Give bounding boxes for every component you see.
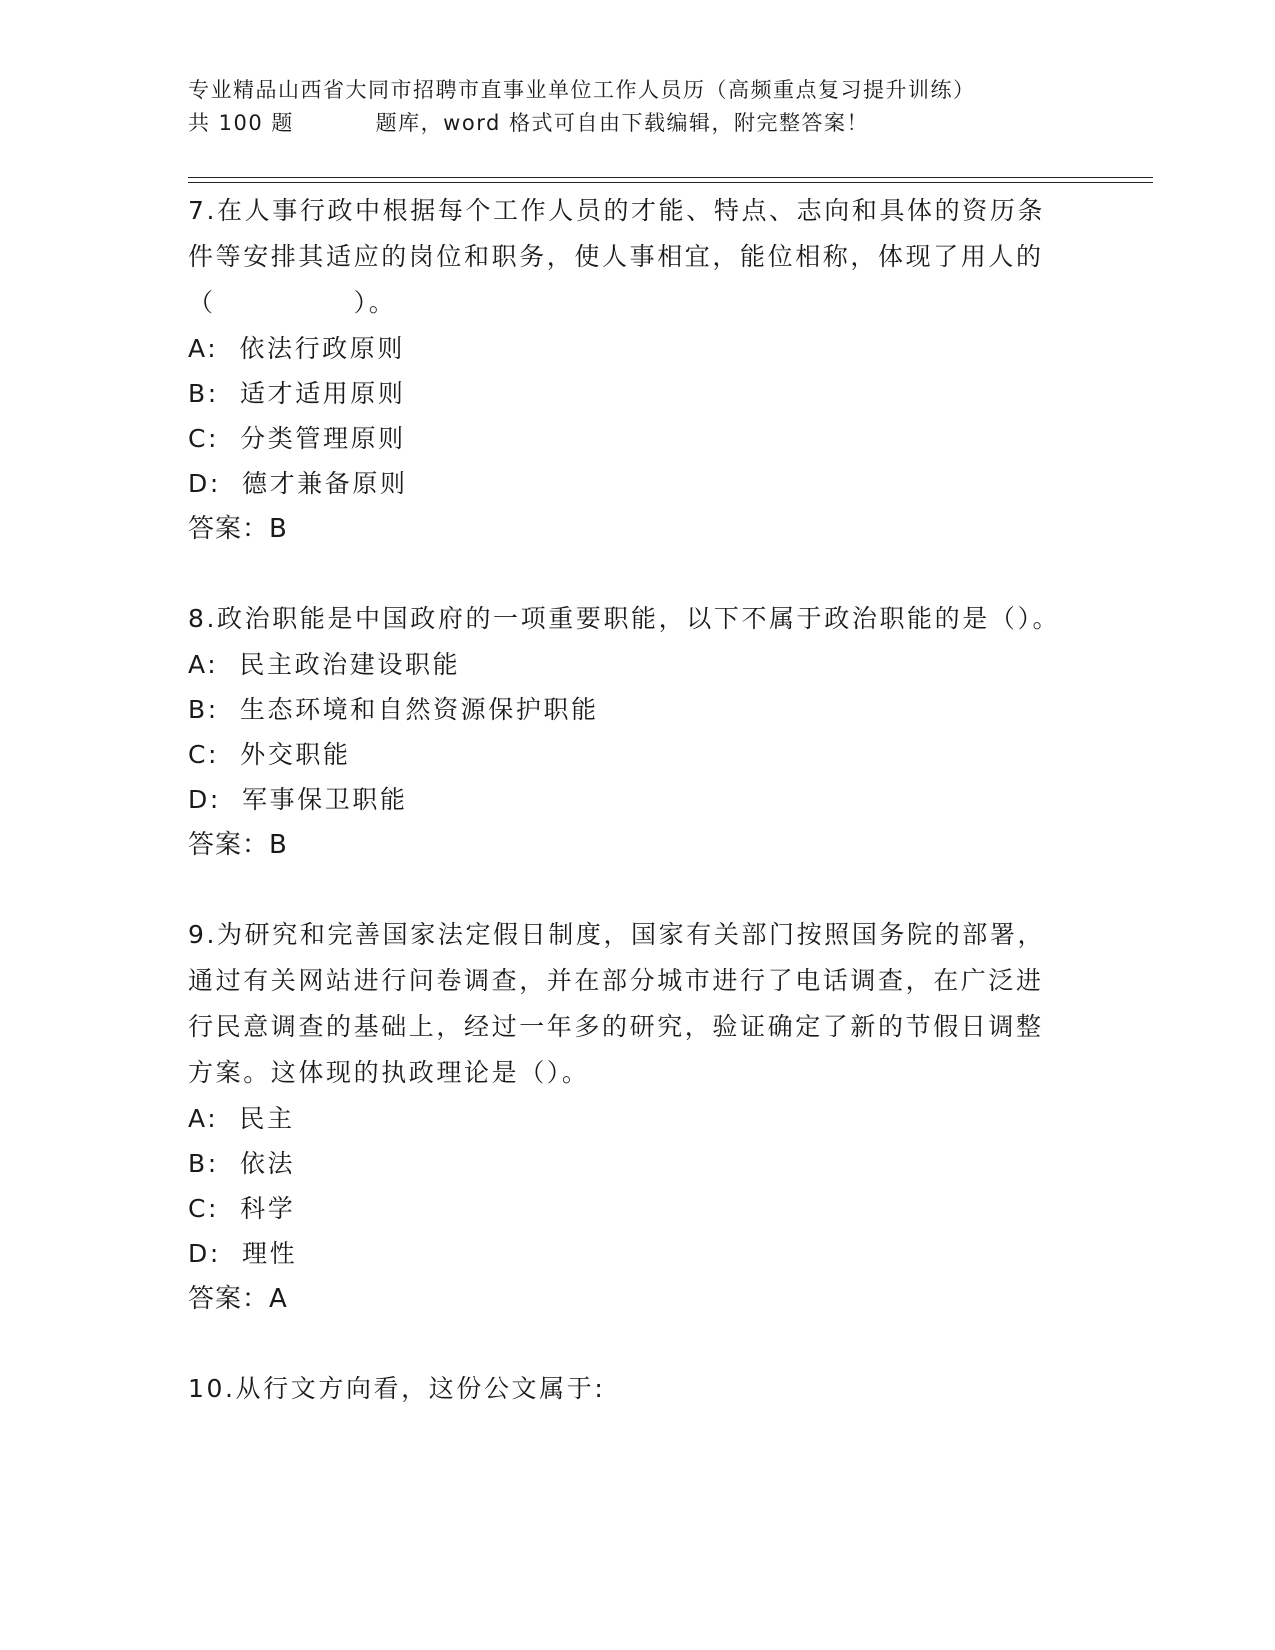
question-7 xyxy=(188,188,1068,552)
option-c: C: 分类管理原则 xyxy=(188,424,406,453)
option-b: B: 适才适用原则 xyxy=(188,379,406,408)
question-stem: 9.为研究和完善国家法定假日制度，国家有关部门按照国务院的部署，通过有关网站进行问卷调查，并在部分城市进行了电话调查，在广泛进行民意调查的基础上，经过一年多的研究，验证确定了新的节假日调整方案。这体现的执政理论是（）。 xyxy=(188,920,1046,1087)
question-spacer xyxy=(188,552,1068,596)
question-stem: 7.在人事行政中根据每个工作人员的才能、特点、志向和具体的资历条件等安排其适应的岗位和职务，使人事相宜，能位相称，体现了用人的（ ）。 xyxy=(188,196,1046,317)
question-stem: 8.政治职能是中国政府的一项重要职能，以下不属于政治职能的是（）。 xyxy=(188,604,1061,633)
question-10 xyxy=(188,1366,1068,1412)
option-d: D: 理性 xyxy=(188,1239,298,1268)
document-header xyxy=(188,74,1068,140)
option-d: D: 德才兼备原则 xyxy=(188,469,408,498)
option-b: B: 依法 xyxy=(188,1149,296,1178)
header-rule-bottom xyxy=(188,182,1153,183)
header-title-line: 专业精品山西省大同市招聘市直事业单位工作人员历（高频重点复习提升训练） xyxy=(188,78,976,102)
question-stem: 10.从行文方向看，这份公文属于: xyxy=(188,1374,606,1403)
option-a: A: 民主政治建设职能 xyxy=(188,650,461,679)
question-list xyxy=(188,188,1068,1412)
answer-label: 答案：B xyxy=(188,514,288,544)
option-b: B: 生态环境和自然资源保护职能 xyxy=(188,695,599,724)
option-c: C: 科学 xyxy=(188,1194,296,1223)
header-subtitle-line: 共 100 题 题库，word 格式可自由下载编辑，附完整答案！ xyxy=(188,111,869,135)
option-a: A: 依法行政原则 xyxy=(188,334,405,363)
question-8 xyxy=(188,596,1068,868)
answer-label: 答案：A xyxy=(188,1284,288,1314)
question-spacer xyxy=(188,1322,1068,1366)
header-rule-top xyxy=(188,177,1153,178)
question-spacer xyxy=(188,868,1068,912)
option-d: D: 军事保卫职能 xyxy=(188,785,408,814)
option-a: A: 民主 xyxy=(188,1104,295,1133)
answer-label: 答案：B xyxy=(188,830,288,860)
option-c: C: 外交职能 xyxy=(188,740,351,769)
question-9 xyxy=(188,912,1068,1322)
